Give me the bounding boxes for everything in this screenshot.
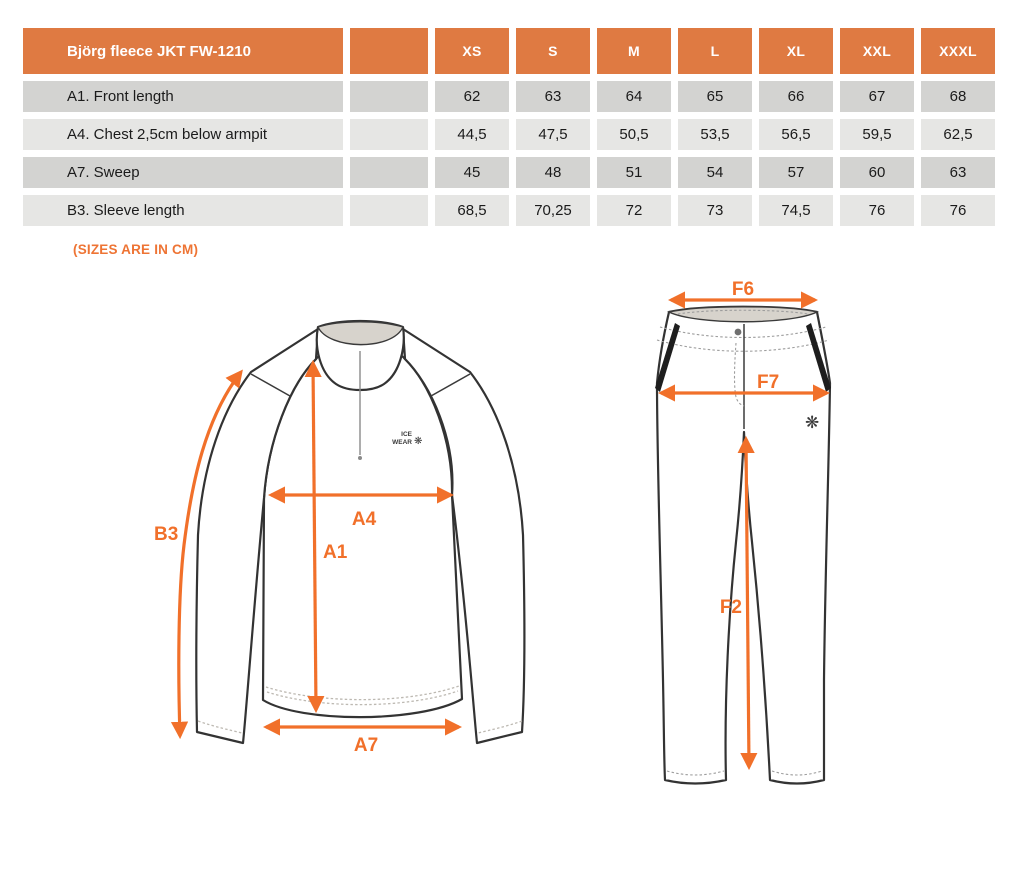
label-A7: A7: [353, 735, 379, 756]
measurement-value-cell: 53,5: [678, 119, 752, 150]
pants-logo-snowflake-icon: ❋: [805, 413, 820, 433]
size-chart-body: [23, 81, 995, 226]
waist-button: [735, 329, 742, 336]
measurement-value-cell: 64: [597, 81, 671, 112]
blank-cell: [350, 119, 428, 150]
label-B3: B3: [154, 524, 179, 545]
measurement-value-cell: 51: [597, 157, 671, 188]
measurement-value-cell: 70,25: [516, 195, 590, 226]
blank-cell: [350, 81, 428, 112]
measurement-value-cell: 72: [597, 195, 671, 226]
jacket-body-outline: [263, 346, 462, 718]
measurement-value-cell: 68,5: [435, 195, 509, 226]
measurement-value-cell: 60: [840, 157, 914, 188]
measurement-value-cell: 74,5: [759, 195, 833, 226]
measurement-value-cell: 65: [678, 81, 752, 112]
measurement-row: [23, 157, 995, 188]
measurement-value-cell: 76: [921, 195, 995, 226]
measurement-row-label: A4. Chest 2,5cm below armpit: [23, 119, 343, 150]
label-F2: F2: [719, 597, 742, 618]
size-column-header: XXL: [840, 28, 914, 74]
measurement-row-label: B3. Sleeve length: [23, 195, 343, 226]
label-A1: A1: [323, 542, 348, 563]
measurement-value-cell: 66: [759, 81, 833, 112]
product-title: Björg fleece JKT FW-1210: [23, 28, 343, 74]
jacket-logo-text-top: ICE: [401, 431, 412, 438]
size-column-header: M: [597, 28, 671, 74]
jacket-measurement-diagram: [140, 295, 570, 770]
measurement-row-label: A1. Front length: [23, 81, 343, 112]
measurement-value-cell: 50,5: [597, 119, 671, 150]
measurement-row: [23, 81, 995, 112]
zipper-pull: [358, 456, 362, 460]
size-column-header: L: [678, 28, 752, 74]
measurement-value-cell: 47,5: [516, 119, 590, 150]
jacket-logo-text-bottom: WEAR: [392, 439, 412, 446]
measurement-value-cell: 62,5: [921, 119, 995, 150]
sizes-unit-note: (SIZES ARE IN CM): [73, 242, 199, 257]
measurement-value-cell: 57: [759, 157, 833, 188]
measurement-value-cell: 68: [921, 81, 995, 112]
measurement-value-cell: 44,5: [435, 119, 509, 150]
size-column-header: XXXL: [921, 28, 995, 74]
size-chart-header-row: [23, 28, 995, 74]
measurement-value-cell: 63: [516, 81, 590, 112]
measurement-row: [23, 119, 995, 150]
measurement-value-cell: 62: [435, 81, 509, 112]
label-F6: F6: [731, 280, 755, 300]
measurement-value-cell: 56,5: [759, 119, 833, 150]
measurement-value-cell: 76: [840, 195, 914, 226]
measurement-row-label: A7. Sweep: [23, 157, 343, 188]
measurement-value-cell: 54: [678, 157, 752, 188]
jacket-logo-snowflake-icon: ❋: [414, 436, 423, 447]
measurement-value-cell: 45: [435, 157, 509, 188]
label-F7: F7: [757, 372, 780, 393]
blank-header-cell: [350, 28, 428, 74]
size-column-header: XS: [435, 28, 509, 74]
blank-cell: [350, 157, 428, 188]
size-column-header: XL: [759, 28, 833, 74]
size-column-header: S: [516, 28, 590, 74]
measurement-row: [23, 195, 995, 226]
pants-measurement-diagram: [640, 280, 860, 870]
measurement-value-cell: 48: [516, 157, 590, 188]
measurement-value-cell: 63: [921, 157, 995, 188]
measurement-value-cell: 59,5: [840, 119, 914, 150]
blank-cell: [350, 195, 428, 226]
label-A4: A4: [351, 509, 377, 530]
measurement-value-cell: 73: [678, 195, 752, 226]
measurement-value-cell: 67: [840, 81, 914, 112]
size-chart-table: [16, 21, 1002, 233]
